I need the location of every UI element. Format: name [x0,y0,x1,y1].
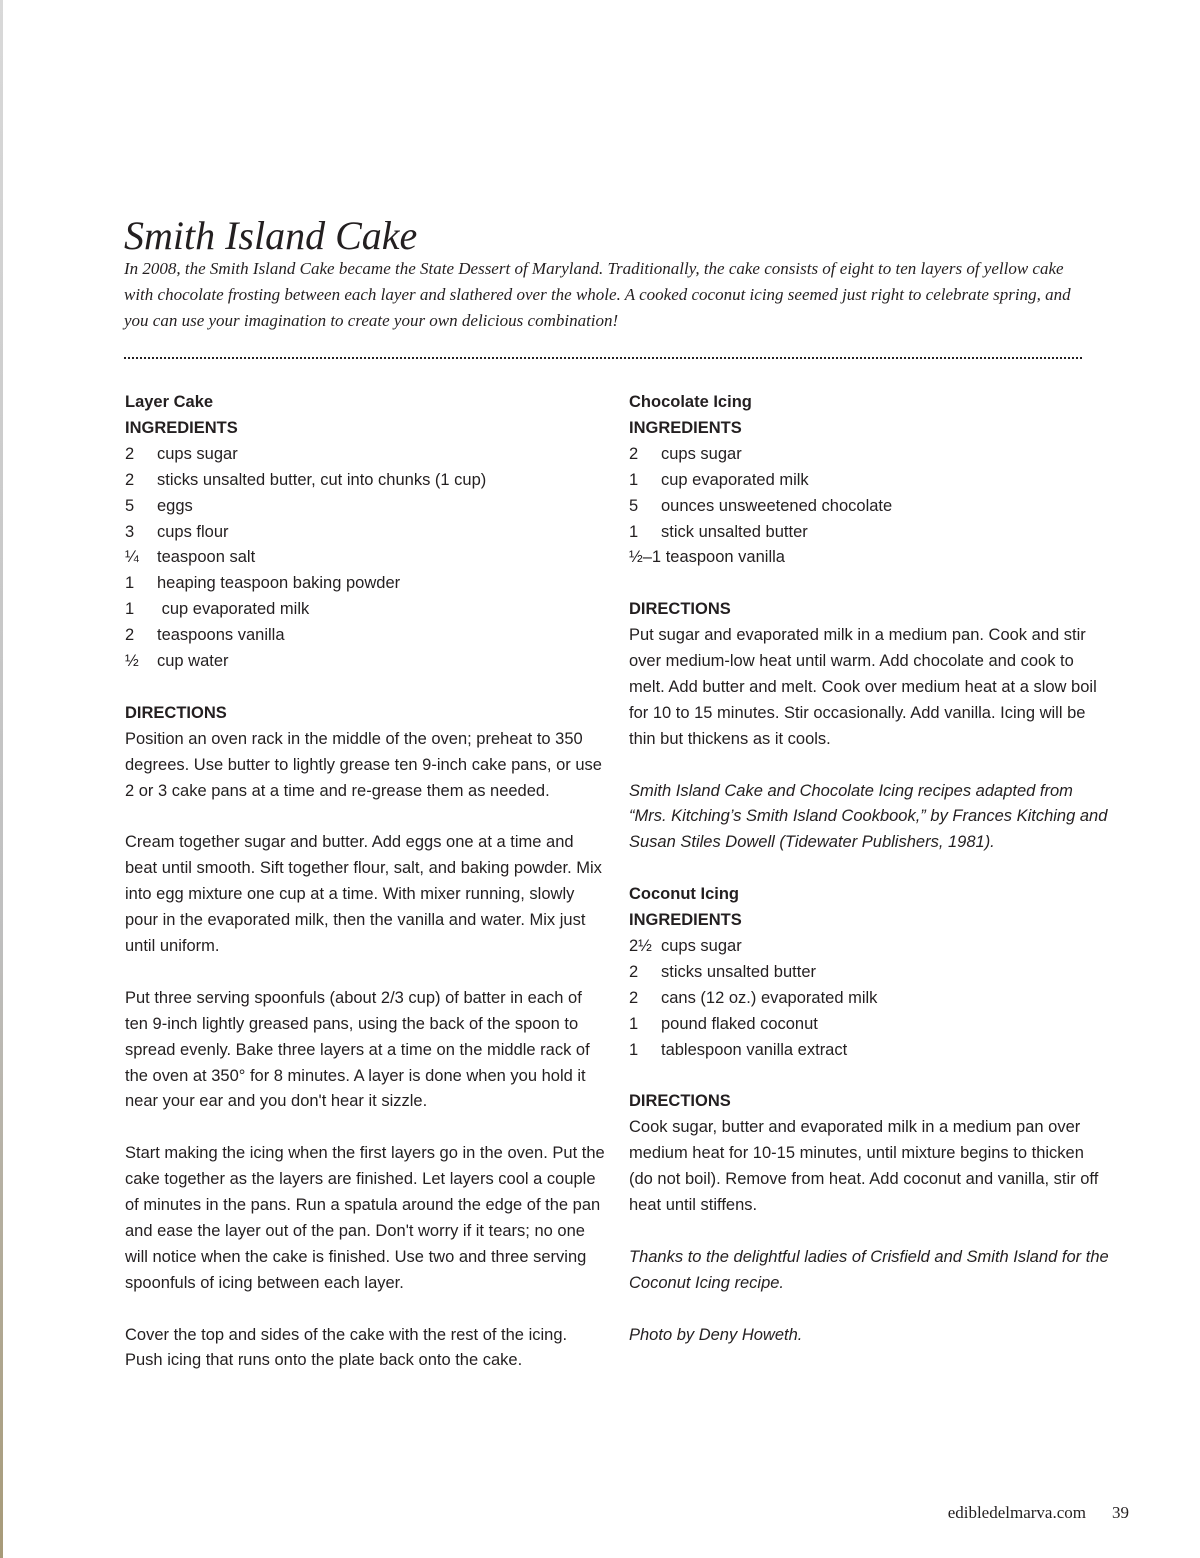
layer-cake-ingredients-label: INGREDIENTS [125,418,238,437]
ingredient-qty: 2 [125,626,135,645]
ingredient-qty: 2 [629,444,639,463]
ingredient-row [125,494,605,520]
direction-paragraph: Position an oven rack in the middle of the oven; preheat to 350 degrees. Use butter to lightly grease ten 9-inch cake pans, or use 2 or 3 cake pans at a time and re-grease them as needed. [125,729,602,800]
ingredient-qty: 5 [629,496,639,515]
ingredient-row [125,623,605,649]
ingredient-qty: 1 [629,1014,639,1033]
direction-paragraph: Put three serving spoonfuls (about 2/3 cup) of batter in each of ten 9-inch lightly greased pans, using the back of the spoon to spread evenly. Bake three layers at a time on the middle rack of the oven at 350° for 8 minutes. A layer is done when you hold it near your ear and you don't hear it sizzle. [125,988,590,1111]
ingredient-qty: 1 [125,574,135,593]
ingredient-item: cups sugar [157,444,238,463]
ingredient-qty: 2 [629,988,639,1007]
coconut-icing-heading: Coconut Icing [629,885,739,904]
ingredient-row [629,1038,1109,1064]
ingredient-item: pound flaked coconut [661,1014,818,1033]
page-footer [948,1503,1129,1523]
ingredient-row [629,442,1109,468]
ingredient-qty: ¼ [125,548,139,567]
ingredient-item: teaspoons vanilla [157,626,285,645]
ingredient-item: cups flour [157,522,229,541]
ingredient-item: cups sugar [661,936,742,955]
ingredient-item: stick unsalted butter [661,522,808,541]
ingredient-item: tablespoon vanilla extract [661,1040,848,1059]
ingredient-item: cups sugar [661,444,742,463]
chocolate-icing-ingredient-list [629,442,1109,572]
ingredient-item: sticks unsalted butter, cut into chunks (1 cup) [157,470,487,489]
ingredient-row [125,520,605,546]
ingredient-qty: 2½ [629,936,652,955]
ingredient-qty: ½ [125,652,139,671]
page-edge [0,0,3,1558]
ingredient-row [125,442,605,468]
direction-paragraph: Cream together sugar and butter. Add eggs one at a time and beat until smooth. Sift together flour, salt, and baking powder. Mix into egg mixture one cup at a time. With mixer running, slowly pour in the evaporated milk, then the vanilla and water. Mix just until uniform. [125,833,602,955]
ingredient-item: cans (12 oz.) evaporated milk [661,988,878,1007]
direction-paragraph: Cook sugar, butter and evaporated milk in a medium pan over medium heat for 10-15 minutes, until mixture begins to thicken (do not boil). Remove from heat. Add coconut and vanilla, stir off heat until stiffens. [629,1118,1099,1215]
coconut-icing-ingredients-label: INGREDIENTS [629,911,742,930]
ingredient-row [629,986,1109,1012]
layer-cake-ingredient-list [125,442,605,675]
chocolate-icing-directions-label: DIRECTIONS [629,600,731,619]
ingredient-item: cup evaporated milk [157,600,310,619]
photo-credit: Photo by Deny Howeth. [629,1325,803,1344]
recipe-title: Smith Island Cake [124,213,418,258]
coconut-icing-directions-label: DIRECTIONS [629,1092,731,1111]
ingredient-qty: 2 [629,962,639,981]
ingredient-item: ounces unsweetened chocolate [661,496,893,515]
ingredient-qty: 1 [125,600,135,619]
ingredient-row [125,597,605,623]
ingredient-item: cup evaporated milk [661,470,809,489]
ingredient-row [629,468,1109,494]
thanks-note: Thanks to the delightful ladies of Crisfield and Smith Island for the Coconut Icing recipe. [629,1247,1109,1292]
ingredient-row [125,545,605,571]
ingredient-item: heaping teaspoon baking powder [157,574,401,593]
left-column [125,390,605,1374]
direction-paragraph: Put sugar and evaporated milk in a medium pan. Cook and stir over medium-low heat until warm. Add chocolate and cook to melt. Add butter and melt. Cook over medium heat at a slow boil for 10 to 15 minutes. Stir occasionally. Add vanilla. Icing will be thin but thickens as it cools. [629,626,1097,748]
chocolate-icing-heading: Chocolate Icing [629,393,752,411]
recipe-credit: Smith Island Cake and Chocolate Icing recipes adapted from “Mrs. Kitching’s Smith Island Cookbook,” by Frances Kitching and Susan Stiles Dowell (Tidewater Publishers, 1981). [629,781,1108,852]
ingredient-qty: 1 [629,1040,639,1059]
ingredient-row [629,520,1109,546]
ingredient-item: sticks unsalted butter [661,962,816,981]
ingredient-row [629,1012,1109,1038]
dotted-divider [124,357,1082,359]
ingredient-row [125,649,605,675]
direction-paragraph: Start making the icing when the first layers go in the oven. Put the cake together as the layers are finished. Let layers cool a couple of minutes in the pans. Run a spatula around the edge of the pan and ease the layer out of the pan. Don't worry if it tears; no one will notice when the cake is finished. Use two and three serving spoonfuls of icing between each layer. [125,1144,605,1292]
coconut-icing-ingredient-list [629,934,1109,1064]
ingredient-item: teaspoon salt [157,548,256,567]
footer-site: edibledelmarva.com [947,1503,1086,1522]
right-column [629,390,1109,1348]
direction-paragraph: Cover the top and sides of the cake with the rest of the icing. Push icing that runs onto the plate back onto the cake. [125,1325,568,1370]
page-number: 39 [1112,1503,1129,1522]
ingredient-qty: 2 [125,470,135,489]
ingredient-qty: 2 [125,444,135,463]
ingredient-qty: 3 [125,522,135,541]
recipe-intro: In 2008, the Smith Island Cake became the State Dessert of Maryland. Traditionally, the cake consists of eight to ten layers of yellow cake with chocolate frosting between each layer and slathered over the whole. A cooked coconut icing seemed just right to celebrate spring, and you can use your imagination to create your own delicious combination! [124,259,1071,330]
ingredient-row [125,571,605,597]
ingredient-row [629,960,1109,986]
layer-cake-heading: Layer Cake [125,393,214,411]
layer-cake-directions-label: DIRECTIONS [125,703,227,722]
ingredient-qty: 1 [629,522,639,541]
chocolate-icing-ingredients-label: INGREDIENTS [629,418,742,437]
ingredient-row [629,494,1109,520]
ingredient-item: cup water [157,652,229,671]
ingredient-row [629,934,1109,960]
ingredient-qty: 1 [629,470,639,489]
ingredient-row [125,468,605,494]
ingredient-row: ½–1 teaspoon vanilla [629,548,785,567]
ingredient-qty: 5 [125,496,135,515]
ingredient-item: eggs [157,496,193,515]
